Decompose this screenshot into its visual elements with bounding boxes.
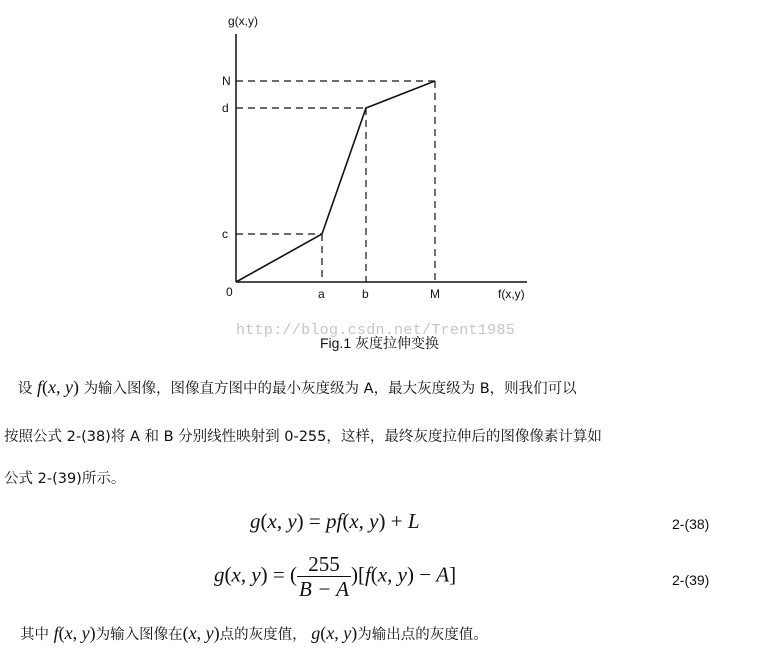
math-comma: , bbox=[55, 377, 65, 397]
math-y: y bbox=[64, 377, 73, 397]
footer-t2: 为输入图像在 bbox=[95, 627, 183, 643]
watermark: http://blog.csdn.net/Trent1985 bbox=[236, 322, 516, 339]
math-x-3: x bbox=[188, 623, 197, 643]
equation-38: g(x, y) = pf(x, y) + L bbox=[250, 509, 420, 533]
x-tick-a: a bbox=[318, 287, 325, 301]
math-g: g bbox=[311, 623, 321, 643]
y-tick-d: d bbox=[222, 101, 229, 115]
math-comma-4: , bbox=[334, 623, 344, 643]
math-x-4: x bbox=[326, 623, 335, 643]
x-axis-label: f(x,y) bbox=[498, 287, 525, 301]
equation-39-number: 2-(39) bbox=[672, 572, 710, 588]
fraction bbox=[297, 552, 351, 601]
math-y-2: y bbox=[81, 623, 90, 643]
math-y-4: y bbox=[343, 623, 352, 643]
math-x: x bbox=[64, 623, 73, 643]
footer-t3: 点的灰度值， bbox=[219, 627, 307, 643]
p1-rest: 为输入图像，图像直方图中的最小灰度级为 A，最大灰度级为 B，则我们可以 bbox=[83, 381, 577, 397]
equation-38-number: 2-(38) bbox=[672, 516, 710, 532]
dashed-guides bbox=[236, 81, 435, 282]
y-tick-c: c bbox=[222, 227, 228, 241]
math-args: ( bbox=[58, 623, 65, 643]
y-axis-label: g(x,y) bbox=[228, 14, 258, 28]
transform-curve bbox=[236, 81, 435, 282]
fraction-denominator: B − A bbox=[299, 577, 349, 601]
math-f-xy: f bbox=[36, 377, 42, 397]
math-pt: ( bbox=[182, 623, 189, 643]
footer-t4: 为输出点的灰度值。 bbox=[357, 627, 488, 643]
x-tick-b: b bbox=[362, 287, 369, 301]
math-close-2: ) bbox=[89, 623, 96, 643]
figure-caption: Fig.1 灰度拉伸变换 bbox=[319, 335, 439, 351]
math-paren: ( bbox=[41, 377, 48, 397]
paragraph-line-2: 按照公式 2-(38)将 A 和 B 分别线性映射到 0-255，这样，最终灰度拉伸后的图像像素计算如 bbox=[4, 429, 602, 445]
p1-lead: 设 bbox=[17, 381, 33, 397]
math-comma-2: , bbox=[72, 623, 82, 643]
fraction-numerator: 255 bbox=[297, 552, 351, 577]
math-close-4: ) bbox=[351, 623, 358, 643]
paragraph-line-1 bbox=[4, 364, 744, 412]
x-tick-m: M bbox=[430, 287, 440, 301]
math-paren-close: ) bbox=[72, 377, 79, 397]
math-close-3: ) bbox=[213, 623, 220, 643]
equation-39: g(x, y) = ( $\frac{255}{B - A}$ )[f(x, y) − A] bbox=[214, 552, 457, 601]
math-comma-3: , bbox=[196, 623, 206, 643]
math-open-4: ( bbox=[320, 623, 327, 643]
paragraph-line-3: 公式 2-(39)所示。 bbox=[4, 471, 126, 487]
y-tick-n: N bbox=[222, 74, 231, 88]
math-xy: x bbox=[47, 377, 56, 397]
math-f: f bbox=[53, 623, 59, 643]
footer-t1: 其中 bbox=[20, 627, 49, 643]
math-y-3: y bbox=[205, 623, 214, 643]
origin-label: 0 bbox=[226, 285, 233, 299]
